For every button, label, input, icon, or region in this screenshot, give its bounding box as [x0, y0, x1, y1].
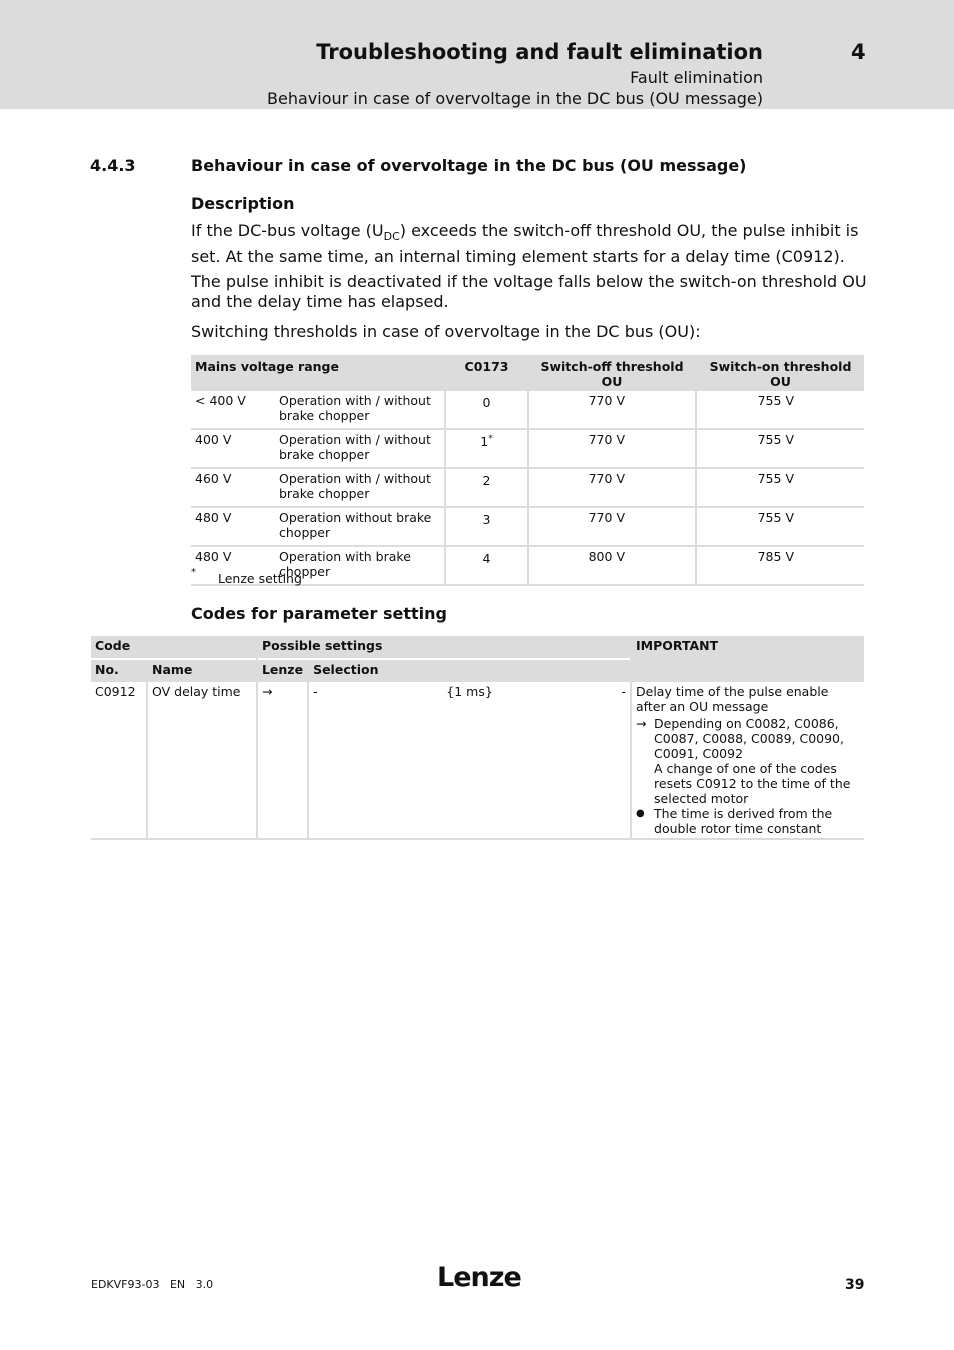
- doc-version: 3.0: [195, 1278, 214, 1291]
- thresholds-table: [191, 355, 864, 586]
- important-derived: [636, 806, 860, 836]
- selection-step: {1 ms}: [446, 684, 493, 699]
- important-intro: Delay time of the pulse enable after an OU message: [636, 684, 829, 714]
- section-title: Behaviour in case of overvoltage in the DC bus (OU message): [191, 156, 747, 175]
- arrow-right-icon: →: [636, 716, 647, 731]
- header-c0173: C0173: [445, 355, 528, 391]
- code-lenze: →: [257, 682, 308, 839]
- cell-switch-on: 755 V: [696, 507, 864, 546]
- description-paragraph-1: If the DC-bus voltage $(U_{DC})$ exceeds the switch-off threshold OU, the pulse inhibit is set. At the same time, an internal timing element starts for a delay time (C0912).: [191, 221, 859, 267]
- page-number: 39: [845, 1277, 865, 1293]
- cell-c0173: 3: [445, 507, 528, 546]
- table-row: [191, 507, 864, 546]
- header-subtitle: Fault elimination: [630, 68, 763, 87]
- cell-voltage: < 400 V: [191, 391, 275, 429]
- table-row: [191, 429, 864, 468]
- cell-voltage: 460 V: [191, 468, 275, 507]
- selection-max: -: [621, 684, 627, 699]
- codes-table: [91, 636, 864, 840]
- chapter-title: Troubleshooting and fault elimination: [316, 40, 763, 64]
- header-important: IMPORTANT: [631, 636, 864, 682]
- important-derived-text: The time is derived from the double rotor time constant: [654, 806, 833, 836]
- cell-switch-off: 800 V: [528, 546, 696, 585]
- codes-heading: Codes for parameter setting: [191, 604, 447, 623]
- cell-switch-on: 755 V: [696, 468, 864, 507]
- important-depend-text: Depending on C0082, C0086, C0087, C0088, C0089, C0090, C0091, C0092: [654, 716, 844, 761]
- doc-lang: EN: [169, 1278, 186, 1291]
- cell-c0173: 2: [445, 468, 528, 507]
- cell-voltage: 480 V: [191, 546, 275, 585]
- cell-switch-on: 755 V: [696, 429, 864, 468]
- bullet-icon: ●: [636, 808, 645, 819]
- chapter-number: 4: [851, 40, 866, 64]
- cell-switch-off: 770 V: [528, 429, 696, 468]
- cell-voltage: 480 V: [191, 507, 275, 546]
- cell-mode: Operation with / without brake chopper: [275, 429, 445, 468]
- description-heading: Description: [191, 194, 295, 213]
- footer-doc-info: [91, 1278, 213, 1291]
- description-paragraph-3: Switching thresholds in case of overvoltage in the DC bus (OU):: [191, 322, 701, 341]
- section-number: 4.4.3: [90, 156, 136, 175]
- important-dependency: [636, 716, 860, 806]
- cell-mode: Operation with / without brake chopper: [275, 391, 445, 429]
- table-row: [91, 682, 864, 839]
- footnote-text: Lenze setting: [218, 571, 302, 586]
- header-subtitle-2: Behaviour in case of overvoltage in the DC bus (OU message): [267, 89, 763, 108]
- doc-id: EDKVF93-03: [91, 1278, 160, 1291]
- code-important: [631, 682, 864, 839]
- header-switch-on: Switch-on threshold OU: [696, 355, 864, 391]
- header-no: No.: [91, 659, 147, 682]
- cell-c0173: 4: [445, 546, 528, 585]
- lenze-logo: Lenze: [437, 1262, 521, 1293]
- header-selection: Selection: [308, 659, 631, 682]
- cell-switch-on: 785 V: [696, 546, 864, 585]
- table-row: [191, 468, 864, 507]
- code-number: C0912: [91, 682, 147, 839]
- page-header: [0, 0, 954, 109]
- header-switch-off: Switch-off threshold OU: [528, 355, 696, 391]
- cell-switch-off: 770 V: [528, 468, 696, 507]
- header-possible-settings: Possible settings: [257, 636, 631, 659]
- header-mains-voltage: Mains voltage range: [191, 355, 445, 391]
- footnote-mark: *: [191, 567, 196, 578]
- important-change-text: A change of one of the codes resets C0912 to the time of the selected motor: [654, 761, 851, 806]
- header-lenze: Lenze: [257, 659, 308, 682]
- selection-min: -: [313, 684, 318, 699]
- cell-switch-off: 770 V: [528, 391, 696, 429]
- code-selection: [308, 682, 631, 839]
- cell-c0173: 1*: [445, 429, 528, 468]
- description-paragraph-2: The pulse inhibit is deactivated if the voltage falls below the switch-on threshold OU and the delay time has elapsed.: [191, 272, 867, 311]
- cell-c0173: 0: [445, 391, 528, 429]
- header-code: Code: [91, 636, 257, 659]
- code-name: OV delay time: [147, 682, 257, 839]
- cell-mode: Operation with brake chopper: [275, 546, 445, 585]
- cell-switch-on: 755 V: [696, 391, 864, 429]
- cell-mode: Operation without brake chopper: [275, 507, 445, 546]
- cell-voltage: 400 V: [191, 429, 275, 468]
- cell-switch-off: 770 V: [528, 507, 696, 546]
- cell-mode: Operation with / without brake chopper: [275, 468, 445, 507]
- table-row: [191, 391, 864, 429]
- header-name: Name: [147, 659, 257, 682]
